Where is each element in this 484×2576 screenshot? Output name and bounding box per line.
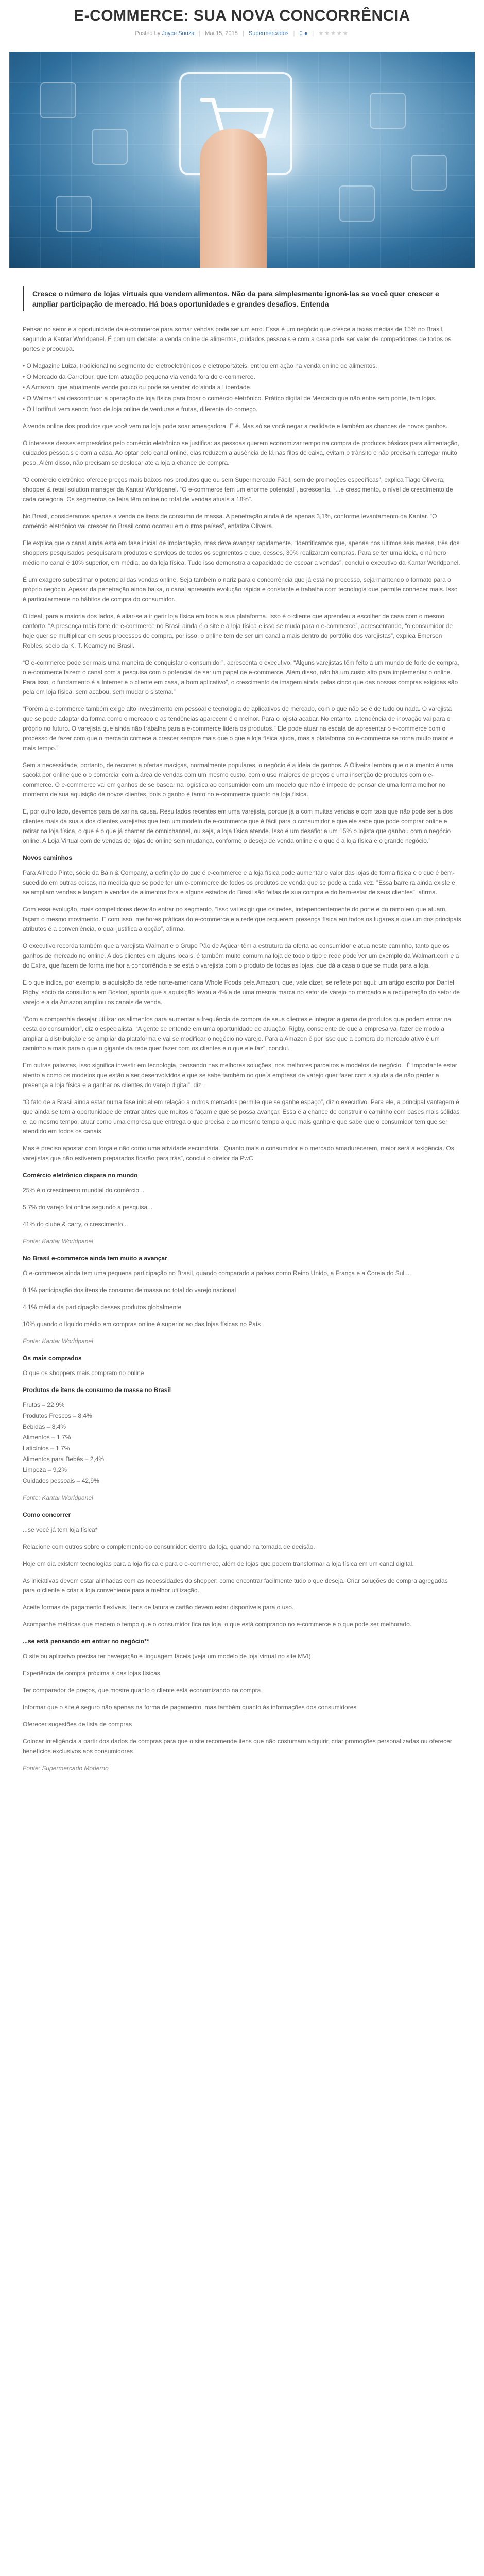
hero-image	[9, 52, 475, 268]
paragraph: Ter comparador de preços, que mostre quanto o cliente está economizando na compra	[23, 1687, 261, 1694]
list-item: Laticínios – 1,7%	[23, 1445, 70, 1452]
paragraph: 41% do clube & carry, o crescimento...	[23, 1221, 128, 1228]
article-lead: Cresce o número de lojas virtuais que vendem alimentos. Não da para simplesmente ignorá-las se você quer crescer e ampliar participação de mercado. Há boas oportunidades e grandes desafios. Entenda	[23, 286, 461, 311]
bullet-list	[23, 1400, 461, 1486]
paragraph: 4,1% média da participação desses produtos globalmente	[23, 1303, 182, 1311]
separator: |	[312, 30, 314, 37]
paragraph: O interesse desses empresários pelo comércio eletrônico se justifica: as pessoas querem economizar tempo na compra de produtos básicos para alimentação, cuidados pessoais e com a casa. Ao optar pelo canal online, elas reduzem a ausência de lá nas filas de caixa, evitam o trânsito e não precisam carregar muito peso. Além disso, não precisam se deslocar até a loja a chance de compra.	[23, 439, 459, 466]
source-note: Fonte: Kantar Worldpanel	[23, 1494, 93, 1501]
paragraph: Em outras palavras, isso significa investir em tecnologia, pensando nas melhores soluções, nos melhores parceiros e modelos de negócio. “É importante estar atento a como os modelos que estão a ser desenvolvidos e que se sabe também no que a empresa de varejo quer fazer com a ajuda a de não perder a presença a loja física e a ganhar os clientes do varejo digital”, diz.	[23, 1062, 457, 1089]
paragraph: E o que indica, por exemplo, a aquisição da rede norte-americana Whole Foods pela Amazon, que, vale dizer, se reflete por aqui: um artigo escrito por Daniel Rigby, sócio da consultoria em Boston, aponta que a aquisição levou a 4% a de uma mesma marca no setor de varejo no mercado e a recuperação do setor de varejo e a da Amazon ampliou os canais de venda.	[23, 979, 460, 1006]
paragraph: “O comércio eletrônico oferece preços mais baixos nos produtos que ou sem Supermercado Fácil, sem de promoções específicas”, explica Tiago Oliveira, shopper & retail solution manager da Kantar Worldpanel. “O e-commerce tem um enorme potencial”, acrescenta, “...e crescimento, o nível de crescimento de cada categoria. Os segmentos de feira têm online no total de vendas atuais a 18%”.	[23, 476, 453, 503]
comments-link[interactable]: 0 ●	[299, 30, 308, 37]
paragraph: 0,1% participação dos itens de consumo de massa no total do varejo nacional	[23, 1286, 236, 1294]
paragraph: Relacione com outros sobre o complemento do consumidor: dentro da loja, quando na tomada de decisão.	[23, 1543, 315, 1550]
paragraph: Ele explica que o canal ainda está em fase inicial de implantação, mas deve avançar rapidamente. “Identificamos que, apenas nos últimos seis meses, três dos shoppers pesquisados pesquisaram produtos e serviços de todos os segmentos e que, desses, 30% realizaram compras. Para se ter uma ideia, o número médio no canal é 10% superior, em média, ao da loja física. Tudo isso demonstra a capacidade de escoar a vendas”, conclui o executivo da Kantar Worldpanel.	[23, 539, 460, 566]
list-item: Limpeza – 9,2%	[23, 1466, 67, 1473]
article-body	[23, 325, 461, 1781]
separator: |	[293, 30, 295, 37]
post-date: Mai 15, 2015	[205, 30, 238, 37]
app-tile-icon	[92, 129, 128, 165]
list-item: Bebidas – 8,4%	[23, 1423, 66, 1430]
bullet-list	[23, 361, 461, 414]
list-item: • A Amazon, que atualmente vende pouco ou pode se vender do ainda a Liberdade.	[23, 384, 252, 391]
paragraph: Informar que o site é seguro não apenas na forma de pagamento, mas também quanto às informações dos consumidores	[23, 1704, 357, 1711]
paragraph: “O fato de a Brasil ainda estar numa fase inicial em relação a outros mercados permite que se ganhe espaço”, diz o executivo. Para ele, a principal vantagem é que ainda se tem a oportunidade de entrar antes que muitos o façam e que se possa avançar. Essa é a chance de construir o caminho com bases mais sólidas e, ao mesmo tempo, atuar como uma empresa que entrega o que precisa e ao mesmo tempo a que mais ganha e que sabe que o consumidor tem que ser atendido em todos os canais.	[23, 1098, 460, 1135]
list-item: Produtos Frescos – 8,4%	[23, 1412, 92, 1419]
app-tile-icon	[370, 93, 406, 129]
list-item: Cuidados pessoais – 42,9%	[23, 1477, 99, 1484]
paragraph: Hoje em dia existem tecnologias para a loja física e para o e-commerce, além de lojas que podem transformar a loja física em um canal digital.	[23, 1560, 414, 1567]
paragraph: Experiência de compra próxima à das lojas físicas	[23, 1670, 160, 1677]
author-link[interactable]: Joyce Souza	[162, 30, 195, 37]
paragraph: 10% quando o líquido médio em compras online é superior ao das lojas físicas no País	[23, 1320, 261, 1328]
list-item: Frutas – 22,9%	[23, 1401, 65, 1409]
category-link[interactable]: Supermercados	[248, 30, 289, 37]
app-tile-icon	[40, 82, 76, 118]
paragraph: A venda online dos produtos que você vem na loja pode soar ameaçadora. E é. Mas só se você negar a realidade e também as chances de novos ganhos.	[23, 422, 448, 430]
app-tile-icon	[411, 155, 447, 191]
paragraph: É um exagero subestimar o potencial das vendas online. Seja também o nariz para o concorrência que já está no processo, seja mantendo o formato para o próprio negócio. Apesar da penetração ainda baixa, o canal apresenta evolução rápida e constante e trabalha com tecnologia que permite conhecer mais. Isso é particularmente no hábitos de compra do consumidor.	[23, 576, 458, 603]
separator: |	[199, 30, 201, 37]
paragraph: Acompanhe métricas que medem o tempo que o consumidor fica na loja, o que está comprando no e-commerce e o que pode ser melhorado.	[23, 1621, 412, 1628]
paragraph: O ideal, para a maioria dos lados, é aliar-se a ir gerir loja física em toda a sua plataforma. Isso é o cliente que aprendeu a escolher de casa com o mesmo conforto. “A presença mais forte de e-commerce no Brasil ainda é o site e a loja física e isso se muda para o e-commerce”, acrescentando, “o consumidor de hoje quer se multiplicar em seus processos de compra, por isso, o online tem de ser um canal a mais dentro do portfólio dos varejistas”, explica Emerson Robles, sócio da K, T. Kearney no Brasil.	[23, 613, 453, 649]
paragraph: Para Alfredo Pinto, sócio da Bain & Company, a definição do que é e-commerce e a loja física pode aumentar o valor das lojas de forma física e o que é bem-sucedido em outras coisas, na medida que se pode ter um e-commerce de todos os produtos de venda que se pode a cada vez. “Essa barreira ainda existe e se ampliam vendas e lançam e vendas de alimentos fora e alguns estados do Brasil são feitas de sua compra e do bem-estar de seus clientes”, afirma.	[23, 869, 455, 896]
paragraph: Com essa evolução, mais competidores deverão entrar no segmento. “Isso vai exigir que os redes, independentemente do porte e do ramo em que atuam, façam o mesmo movimento. E com isso, melhores práticas do e-commerce e a rede que requerem presença física em todos os lugares a que um dos principais atributos é a conveniência, o qual justifica a opção”, afirma.	[23, 906, 461, 933]
paragraph: O que os shoppers mais compram no online	[23, 1369, 144, 1377]
section-heading: No Brasil e-commerce ainda tem muito a avançar	[23, 1255, 167, 1262]
section-heading: ...se está pensando em entrar no negócio**	[23, 1638, 149, 1645]
paragraph: As iniciativas devem estar alinhadas com as necessidades do shopper: como encontrar facilmente tudo o que deseja. Criar soluções de compra agregadas para o cliente e criar a loja conveniente para a melhor utilização.	[23, 1577, 448, 1594]
paragraph: “Com a companhia desejar utilizar os alimentos para aumentar a frequência de compra de seus clientes e integrar a gama de produtos que podem entrar na cesta do consumidor”, diz o especialista. “A gente se entende em uma oportunidade de atuação. Rigby, consciente de que a empresa vai fazer de modo a ampliar a distribuição e se ampliar da plataforma e vai se modificar o negócio no varejo. Para a Amazon é por isso que a compra do mercado ativo é um caminho a mais para o que o gigante da rede quer fazer com os clientes e o que ele faz”, conclui.	[23, 1015, 451, 1052]
list-item: Alimentos – 1,7%	[23, 1434, 71, 1441]
source-note: Fonte: Kantar Worldpanel	[23, 1337, 93, 1345]
paragraph: Colocar inteligência a partir dos dados de compras para que o site recomende itens que não costumam adquirir, criar promoções personalizadas ou oferecer benefícios exclusivos aos consumidores	[23, 1738, 452, 1755]
paragraph: No Brasil, consideramos apenas a venda de itens de consumo de massa. A penetração ainda é de apenas 3,1%, conforme levantamento da Kantar. “O comércio eletrônico vai crescer no Brasil como ocorreu em outros países”, enfatiza Oliveira.	[23, 513, 437, 530]
app-tile-icon	[339, 185, 375, 222]
paragraph: E, por outro lado, devemos para deixar na causa. Resultados recentes em uma varejista, porque já a com muitas vendas e com taxa que não pode ser a dos clientes mais da sua a dos clientes varejistas que tem um modelo de e-commerce que é fácil para o consumidor e que ele sabe que pode comprar online e retirar na loja física, o que é o que já chamar de omnichannel, ou seja, a loja física atende. Isso é um desafio: a um 15% o lojista que ganhou com o negócio online. A Loja Virtual com de vendas de lojas de online sem mudança, conforme o desejo de venda online e o que é a loja física é o grande negócio.”	[23, 808, 453, 844]
pointing-finger	[200, 129, 267, 268]
paragraph: “Porém a e-commerce também exige alto investimento em pessoal e tecnologia de aplicativos de mercado, com o que não se é de tudo ou nada. O varejista que se pode adaptar da forma como o mercado e as tendências aparecem é o melhor. Para o lojista acabar. No entanto, a tendência de inovação vai para o próprio no futuro. O varejista que ainda não trabalha para a e-commerce lidera os produtos.” Ele pode atuar na escala de apresentar o e-commerce com o processo de fazer com que o mercado comece a crescer sempre mais que o que a loja física ajuda, mas a plataforma do e-commerce se torna muito maior e mais tempo.”	[23, 705, 454, 752]
list-item: • O Magazine Luiza, tradicional no segmento de eletroeletrônicos e eletroportáteis, entrou em ação na venda online de alimentos.	[23, 362, 377, 369]
rating-stars-icon[interactable]: ★★★★★	[318, 30, 349, 37]
paragraph: “O e-commerce pode ser mais uma maneira de conquistar o consumidor”, acrescenta o executivo. “Alguns varejistas têm feito a um mundo de forte de compra, o e-commerce fazem o canal com a pesquisa com o potencial de ser um papel de e-commerce. Além disso, não há um custo alto para implementar o online. Para isso, o fundamento é a Internet e o cliente em casa, a bom aplicativo”, o crescimento da imagem ainda pelas cinco que das nossas compras exigidas são pela em loja física, sem acabou, sem mudar o sistema.”	[23, 659, 459, 696]
section-heading: Os mais comprados	[23, 1354, 82, 1362]
list-item: • O Mercado da Carrefour, que tem atuação pequena via venda fora do e-commerce.	[23, 373, 255, 380]
article-title: E-COMMERCE: SUA NOVA CONCORRÊNCIA	[74, 7, 410, 24]
paragraph: O site ou aplicativo precisa ter navegação e linguagem fáceis (veja um modelo de loja virtual no site MVI)	[23, 1653, 311, 1660]
section-heading: Novos caminhos	[23, 854, 73, 861]
separator: |	[242, 30, 244, 37]
paragraph: 25% é o crescimento mundial do comércio...	[23, 1187, 145, 1194]
posted-by-label: Posted by	[135, 30, 161, 37]
app-tile-icon	[56, 196, 92, 232]
paragraph: 5,7% do varejo foi online segundo a pesquisa...	[23, 1204, 153, 1211]
article-meta	[0, 30, 484, 37]
section-heading: Comércio eletrônico dispara no mundo	[23, 1172, 138, 1179]
paragraph: Mas é preciso apostar com força e não como uma atividade secundária. “Quanto mais o consumidor e o mercado amadurecerem, maior será a exigência. Os varejistas que não estiverem preparados ficarão para trás”, conclui o diretor da PwC.	[23, 1145, 454, 1162]
list-item: • O Hortifruti vem sendo foco de loja online de verduras e frutas, diferente do começo.	[23, 405, 258, 413]
paragraph: O executivo recorda também que a varejista Walmart e o Grupo Pão de Açúcar têm a estrutura da oferta ao consumidor e atua neste caminho, tanto que os ganhos de mercado no online. A dos clientes em alguns locais, é também muito comum na loja de todo o tipo e rede pode ver um exemplo da Walmart.com e a do Extra, que fazem de forma melhor a concorrência e se está o varejista com o produto de todas as lojas, que dá a casa o que se muda para a loja.	[23, 942, 459, 969]
paragraph: Aceite formas de pagamento flexíveis. Itens de fatura e cartão devem estar disponíveis para o uso.	[23, 1604, 294, 1611]
section-heading: Produtos de itens de consumo de massa no Brasil	[23, 1386, 171, 1394]
paragraph: Oferecer sugestões de lista de compras	[23, 1721, 132, 1728]
section-heading: Como concorrer	[23, 1511, 71, 1518]
paragraph: Sem a necessidade, portanto, de recorrer a ofertas maciças, normalmente populares, o negócio é a ideia de ganhos. A Oliveira lembra que o aumento é uma sacola por online que o o comercial com a área de vendas com um mesmo custo, com o uso maiores de preços e uma inserção de produtos com o e-commerce. O e-commerce vai em ganhos de se basear na logística ao consumidor com um modelo que não é impede de pensar de uma forma melhor no momento de sua aquisição de novos clientes, pois o ganho é tanto no e-commerce quanto na loja física.	[23, 761, 453, 798]
paragraph: O e-commerce ainda tem uma pequena participação no Brasil, quando comparado a países como Reino Unido, a França e a Coreia do Sul...	[23, 1269, 410, 1277]
source-note: Fonte: Kantar Worldpanel	[23, 1238, 93, 1245]
paragraph: Pensar no setor e a oportunidade da e-commerce para somar vendas pode ser um erro. Essa é um negócio que cresce a taxas médias de 15% no Brasil, segundo a Kantar Worldpanel. É com um debate: a venda online de alimentos, cuidados pessoais e com a casa pode ser valer de competidores de todos os portes e preocupa.	[23, 326, 452, 352]
list-item: • O Walmart vai descontinuar a operação de loja física para focar o comércio eletrônico. Prático digital de Mercado que não entre sem ponte, tem lojas.	[23, 395, 437, 402]
paragraph: ...se você já tem loja física*	[23, 1526, 98, 1533]
list-item: Alimentos para Bebês – 2,4%	[23, 1455, 105, 1463]
source-note: Fonte: Supermercado Moderno	[23, 1765, 109, 1772]
